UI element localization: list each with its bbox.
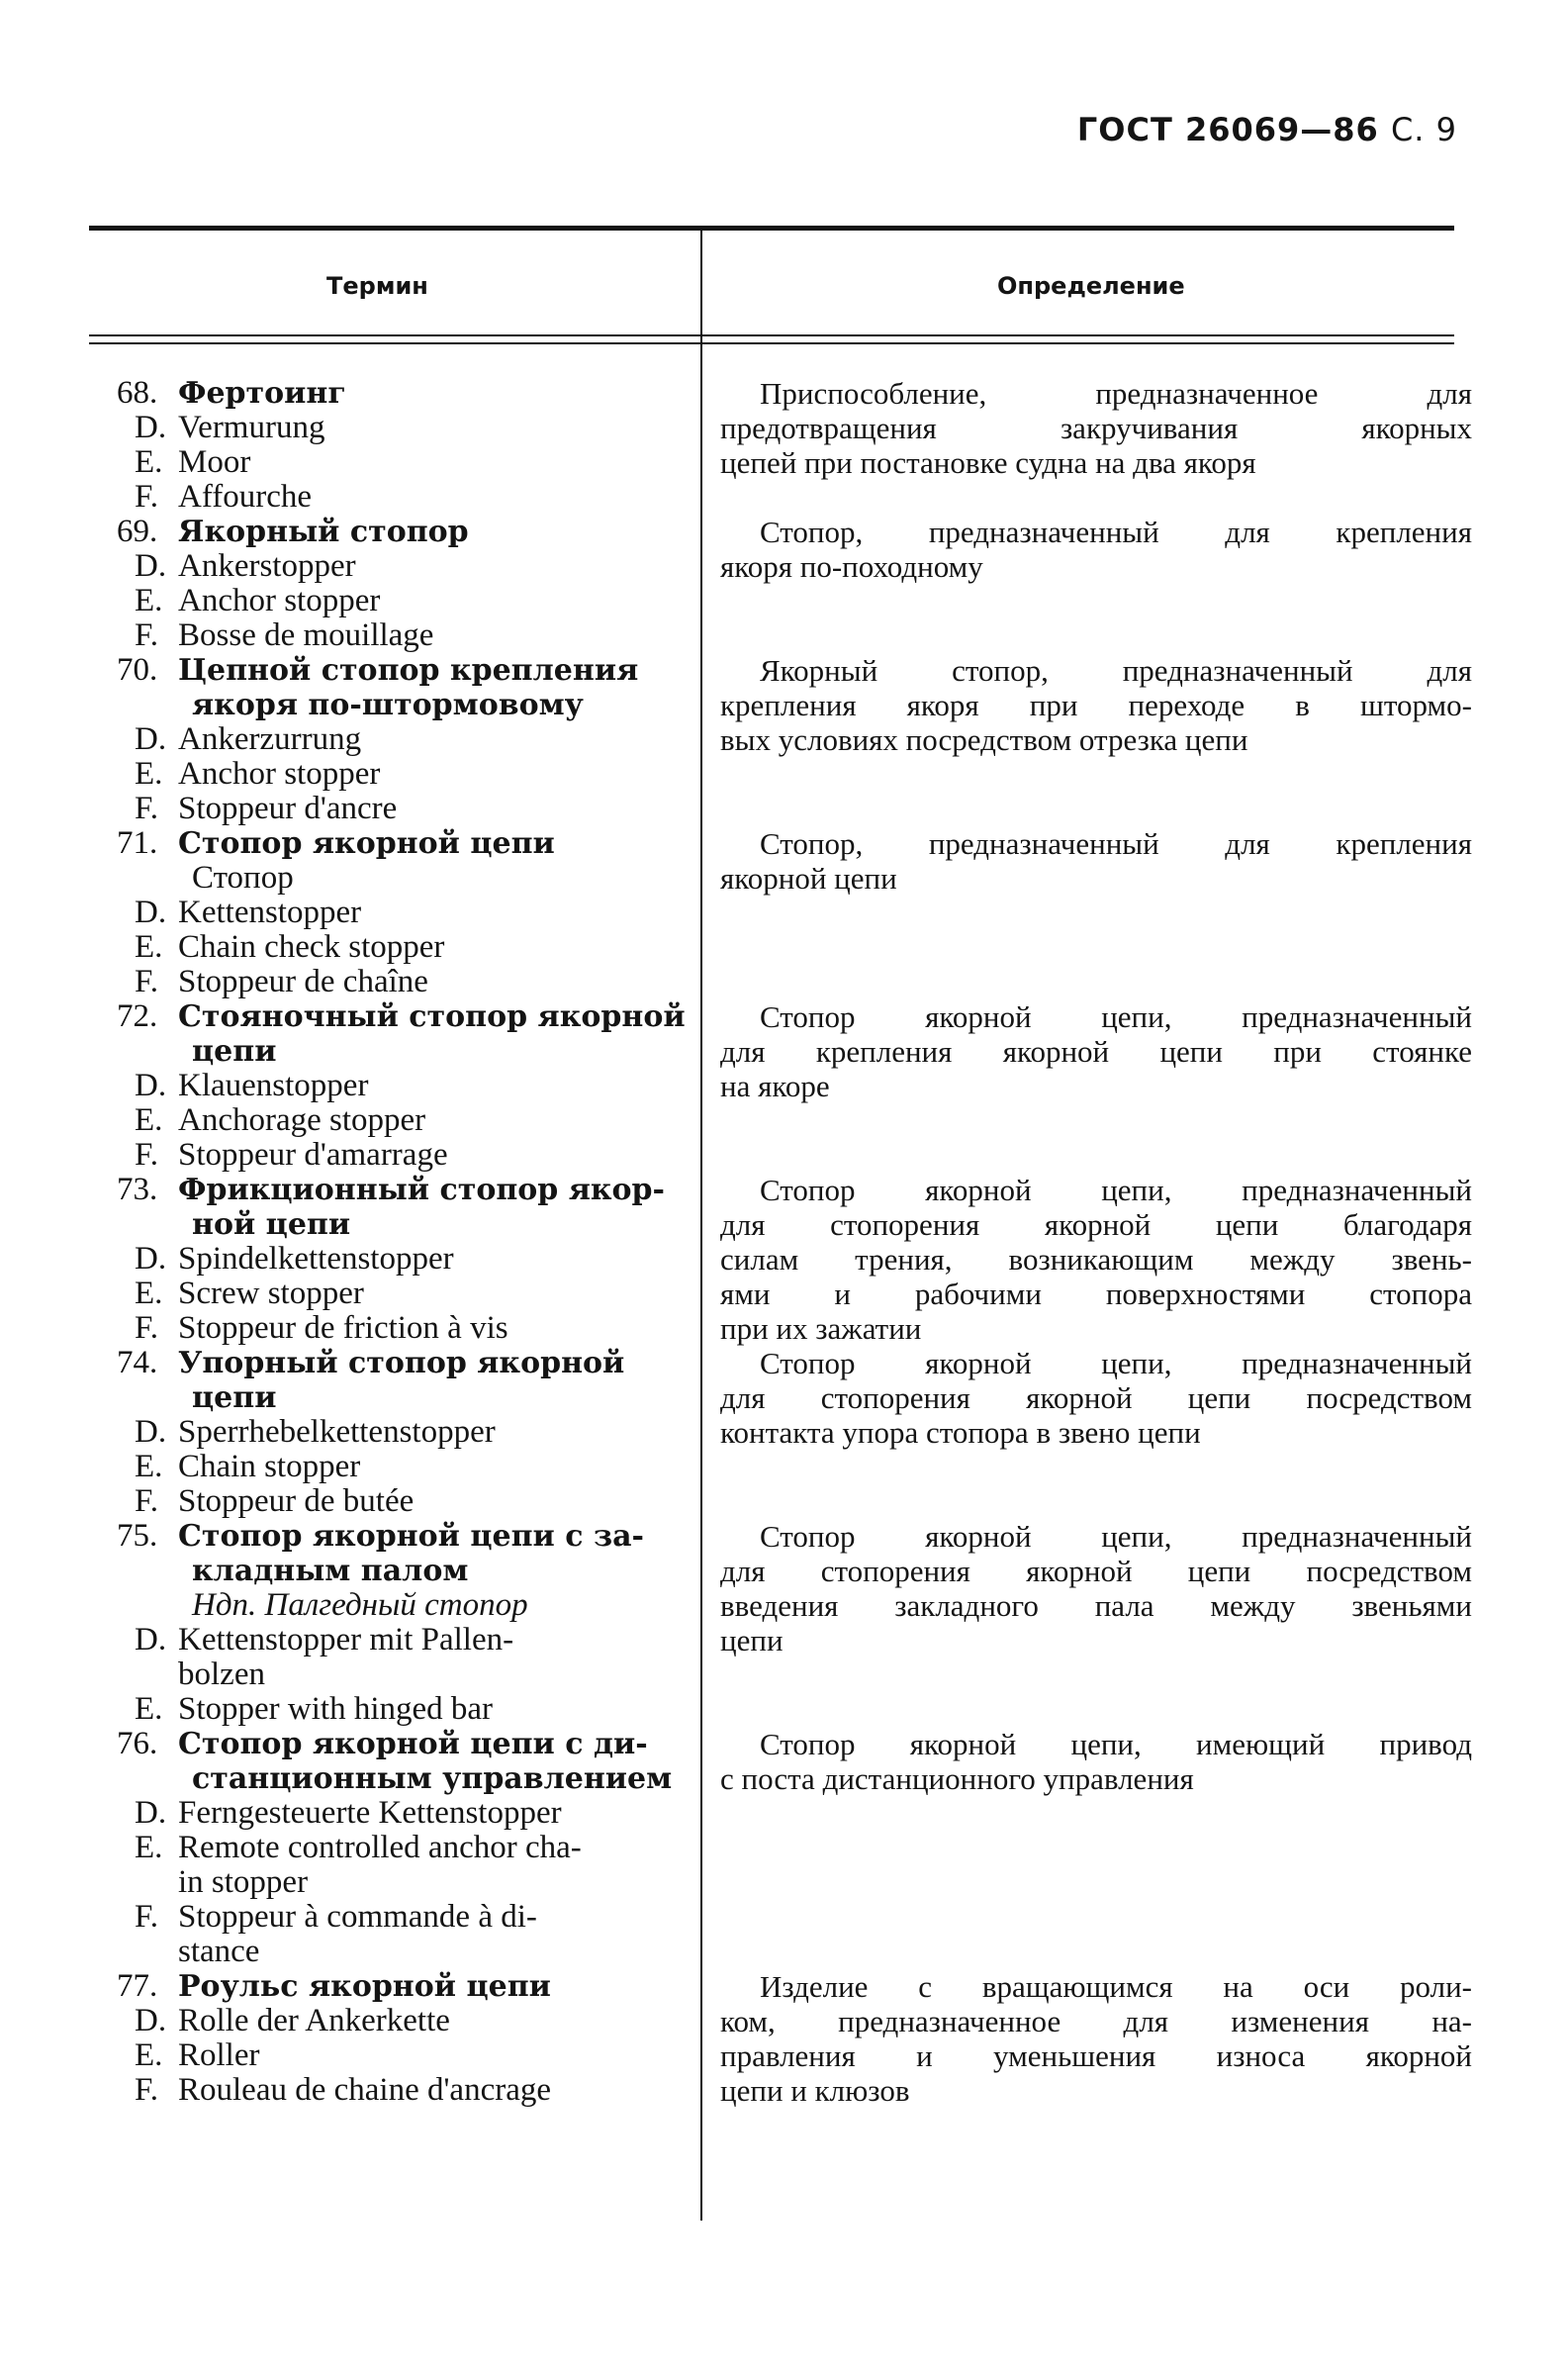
definition-block — [720, 1969, 1472, 2108]
definition-line: для стопорения якорной цепи благодаря — [720, 1207, 1472, 1242]
definition-line: ком, предназначенное для изменения на- — [720, 2004, 1472, 2038]
definition-block — [720, 1727, 1472, 1796]
language-code: F. — [135, 617, 158, 653]
term-foreign-equivalent — [117, 757, 681, 792]
term-title-line — [117, 653, 681, 688]
language-code: F. — [135, 1483, 158, 1519]
foreign-term: Remote controlled anchor cha- — [178, 1830, 582, 1865]
term-foreign-equivalent — [117, 1138, 681, 1173]
term-foreign-equivalent — [117, 1657, 681, 1692]
column-header-term: Термин — [326, 272, 428, 300]
table-top-rule — [89, 226, 1454, 231]
term-foreign-equivalent — [117, 1692, 681, 1727]
definition-line: якоря по-походному — [720, 549, 983, 584]
term-number: 72. — [117, 998, 158, 1034]
term-foreign-equivalent — [117, 722, 681, 757]
language-code: D. — [135, 1414, 167, 1450]
foreign-term: Ankerstopper — [178, 548, 356, 584]
definition-line: Стопор якорной цепи, имеющий привод — [760, 1727, 1472, 1761]
term-title-line — [117, 1727, 681, 1761]
foreign-term: Screw stopper — [178, 1276, 364, 1311]
term-title: Стояночный стопор якорной — [178, 999, 686, 1034]
definition-block — [720, 999, 1472, 1103]
term-number: 73. — [117, 1172, 158, 1207]
language-code: D. — [135, 1241, 167, 1277]
term-foreign-equivalent — [117, 930, 681, 965]
foreign-term: Stoppeur d'amarrage — [178, 1137, 448, 1173]
foreign-term: Spindelkettenstopper — [178, 1241, 454, 1277]
foreign-term: Vermurung — [178, 410, 325, 445]
foreign-term: Klauenstopper — [178, 1068, 369, 1103]
foreign-term: Roller — [178, 2037, 260, 2073]
foreign-term: Rouleau de chaine d'ancrage — [178, 2072, 552, 2108]
definition-line: цепи — [720, 1623, 784, 1657]
language-code: D. — [135, 1795, 167, 1831]
term-foreign-equivalent — [117, 584, 681, 618]
term-foreign-equivalent — [117, 896, 681, 930]
language-code: E. — [135, 1276, 163, 1311]
language-code: F. — [135, 1899, 158, 1935]
definition-line: правления и уменьшения износа якорной — [720, 2038, 1472, 2073]
term-foreign-equivalent — [117, 1623, 681, 1657]
term-foreign-equivalent — [117, 1103, 681, 1138]
header-rule-2 — [89, 342, 1454, 344]
definition-line: ями и рабочими поверхностями стопора — [720, 1277, 1472, 1311]
synonym-text: Стопор — [192, 860, 294, 896]
term-foreign-equivalent — [117, 1450, 681, 1484]
definition-line: Приспособление, предназначенное для — [760, 376, 1472, 411]
term-title-line — [117, 1034, 681, 1069]
definition-block — [720, 1519, 1472, 1657]
term-foreign-equivalent — [117, 549, 681, 584]
language-code: D. — [135, 2003, 167, 2038]
definition-line: Стопор, предназначенный для крепления — [760, 515, 1472, 549]
term-title: цепи — [192, 1034, 277, 1069]
foreign-term: Stoppeur de butée — [178, 1483, 415, 1519]
definition-line: Изделие с вращающимся на оси роли- — [760, 1969, 1472, 2004]
foreign-term: Kettenstopper — [178, 895, 362, 930]
definition-line: крепления якоря при переходе в штормо- — [720, 688, 1472, 722]
language-code: D. — [135, 1068, 167, 1103]
definition-line: для стопорения якорной цепи посредством — [720, 1554, 1472, 1588]
language-code: E. — [135, 1830, 163, 1865]
header-rule-1 — [89, 334, 1454, 336]
term-title: Упорный стопор якорной — [178, 1346, 625, 1380]
foreign-term: Chain stopper — [178, 1449, 361, 1484]
foreign-term: Stoppeur de chaîne — [178, 964, 428, 999]
language-code: E. — [135, 1449, 163, 1484]
foreign-term: Anchor stopper — [178, 583, 381, 618]
term-foreign-equivalent — [117, 1311, 681, 1346]
term-number: 74. — [117, 1345, 158, 1380]
column-divider — [700, 226, 702, 2221]
term-foreign-equivalent — [117, 792, 681, 826]
definition-line: предотвращения закручивания якорных — [720, 411, 1472, 445]
language-code: F. — [135, 479, 158, 515]
page-number: С. 9 — [1390, 111, 1457, 148]
language-code: E. — [135, 1691, 163, 1727]
term-foreign-equivalent — [117, 1242, 681, 1277]
term-title: Фрикционный стопор якор- — [178, 1173, 665, 1207]
term-foreign-equivalent — [117, 411, 681, 445]
term-title-line — [117, 1761, 681, 1796]
term-title-line — [117, 998, 686, 1034]
term-number: 77. — [117, 1968, 158, 2004]
column-header-definition: Определение — [997, 272, 1185, 300]
foreign-term: Affourche — [178, 479, 312, 515]
definition-block — [720, 1173, 1472, 1346]
term-number: 71. — [117, 825, 158, 861]
language-code: D. — [135, 1622, 167, 1657]
language-code: D. — [135, 410, 167, 445]
foreign-term: Moor — [178, 444, 251, 480]
term-foreign-equivalent — [117, 1069, 681, 1103]
term-title-line — [117, 1519, 681, 1554]
term-synonym — [117, 861, 681, 896]
term-foreign-equivalent — [117, 1935, 681, 1969]
term-synonym — [117, 1588, 681, 1623]
term-title-line — [117, 1173, 681, 1207]
language-code: F. — [135, 791, 158, 826]
term-title: Роульс якорной цепи — [178, 1969, 551, 2004]
foreign-term: Rolle der Ankerkette — [178, 2003, 450, 2038]
term-foreign-equivalent — [117, 1484, 681, 1519]
foreign-term: Chain check stopper — [178, 929, 445, 965]
term-foreign-equivalent — [117, 480, 681, 515]
term-title-line — [117, 376, 681, 411]
term-title: кладным палом — [192, 1554, 469, 1588]
term-title: Стопор якорной цепи с ди- — [178, 1727, 648, 1761]
definition-line: Стопор якорной цепи, предназначенный — [760, 999, 1472, 1034]
term-title-line — [117, 1554, 681, 1588]
definition-line: Стопор якорной цепи, предназначенный — [760, 1519, 1472, 1554]
foreign-term: Sperrhebelkettenstopper — [178, 1414, 496, 1450]
language-code: E. — [135, 444, 163, 480]
document-number: ГОСТ 26069—86 — [1076, 111, 1379, 148]
term-number: 75. — [117, 1518, 158, 1554]
language-code: E. — [135, 929, 163, 965]
term-foreign-equivalent — [117, 2073, 681, 2108]
language-code: E. — [135, 2037, 163, 2073]
foreign-term: Bosse de mouillage — [178, 617, 434, 653]
foreign-term: stance — [178, 1934, 260, 1969]
term-number: 70. — [117, 652, 158, 688]
definition-line: силам трения, возникающим между звень- — [720, 1242, 1472, 1277]
definition-line: при их зажатии — [720, 1311, 922, 1346]
language-code: D. — [135, 721, 167, 757]
definition-line: Стопор, предназначенный для крепления — [760, 826, 1472, 861]
term-title: Фертоинг — [178, 376, 346, 411]
foreign-term: in stopper — [178, 1864, 309, 1900]
term-foreign-equivalent — [117, 965, 681, 999]
definition-line: с поста дистанционного управления — [720, 1761, 1194, 1796]
term-title-line — [117, 1346, 681, 1380]
foreign-term: Stoppeur de friction à vis — [178, 1310, 508, 1346]
term-title: цепи — [192, 1380, 277, 1415]
definition-line: введения закладного пала между звеньями — [720, 1588, 1472, 1623]
language-code: F. — [135, 964, 158, 999]
term-number: 76. — [117, 1726, 158, 1761]
foreign-term: Kettenstopper mit Pallen- — [178, 1622, 514, 1657]
term-foreign-equivalent — [117, 2004, 681, 2038]
term-foreign-equivalent — [117, 1415, 681, 1450]
definition-block — [720, 376, 1472, 480]
foreign-term: Ferngesteuerte Kettenstopper — [178, 1795, 562, 1831]
language-code: F. — [135, 2072, 158, 2108]
terms-column — [117, 375, 686, 2108]
term-title: Стопор якорной цепи — [178, 826, 555, 861]
term-title-line — [117, 515, 681, 549]
definition-line: на якоре — [720, 1069, 830, 1103]
term-foreign-equivalent — [117, 1865, 681, 1900]
term-number: 69. — [117, 514, 158, 549]
foreign-term: Stopper with hinged bar — [178, 1691, 494, 1727]
foreign-term: bolzen — [178, 1657, 265, 1692]
term-title: ной цепи — [192, 1207, 351, 1242]
definition-line: Якорный стопор, предназначенный для — [760, 653, 1472, 688]
term-foreign-equivalent — [117, 618, 681, 653]
definition-line: для стопорения якорной цепи посредством — [720, 1380, 1472, 1415]
definition-block — [720, 826, 1472, 896]
term-title: станционным управлением — [192, 1761, 673, 1796]
foreign-term: Stoppeur d'ancre — [178, 791, 398, 826]
definition-line: якорной цепи — [720, 861, 897, 896]
term-title: якоря по-штормовому — [192, 688, 584, 722]
foreign-term: Stoppeur à commande à di- — [178, 1899, 537, 1935]
term-title: Якорный стопор — [178, 515, 469, 549]
term-foreign-equivalent — [117, 1277, 681, 1311]
foreign-term: Anchorage stopper — [178, 1102, 426, 1138]
term-foreign-equivalent — [117, 1796, 681, 1831]
term-foreign-equivalent — [117, 445, 681, 480]
definition-line: цепи и клюзов — [720, 2073, 910, 2108]
definition-line: Стопор якорной цепи, предназначенный — [760, 1346, 1472, 1380]
term-foreign-equivalent — [117, 2038, 681, 2073]
term-title-line — [117, 1207, 681, 1242]
definition-block — [720, 1346, 1472, 1450]
definition-line: Стопор якорной цепи, предназначенный — [760, 1173, 1472, 1207]
term-title: Стопор якорной цепи с за- — [178, 1519, 644, 1554]
term-title-line — [117, 688, 681, 722]
definition-line: вых условиях посредством отрезка цепи — [720, 722, 1248, 757]
term-title: Цепной стопор крепления — [178, 653, 639, 688]
definition-line: цепей при постановке судна на два якоря — [720, 445, 1256, 480]
term-title-line — [117, 1380, 681, 1415]
language-code: D. — [135, 895, 167, 930]
definition-block — [720, 653, 1472, 757]
definition-line: для крепления якорной цепи при стоянке — [720, 1034, 1472, 1069]
language-code: E. — [135, 583, 163, 618]
language-code: F. — [135, 1137, 158, 1173]
term-title-line — [117, 826, 681, 861]
definition-line: контакта упора стопора в звено цепи — [720, 1415, 1201, 1450]
synonym-text: Ндп. Палгедный стопор — [192, 1587, 528, 1623]
term-foreign-equivalent — [117, 1900, 681, 1935]
definition-block — [720, 515, 1472, 584]
language-code: F. — [135, 1310, 158, 1346]
foreign-term: Ankerzurrung — [178, 721, 362, 757]
term-title-line — [117, 1969, 681, 2004]
term-foreign-equivalent — [117, 1831, 681, 1865]
language-code: E. — [135, 756, 163, 792]
language-code: E. — [135, 1102, 163, 1138]
language-code: D. — [135, 548, 167, 584]
page-header — [1077, 111, 1457, 148]
term-number: 68. — [117, 375, 158, 411]
foreign-term: Anchor stopper — [178, 756, 381, 792]
